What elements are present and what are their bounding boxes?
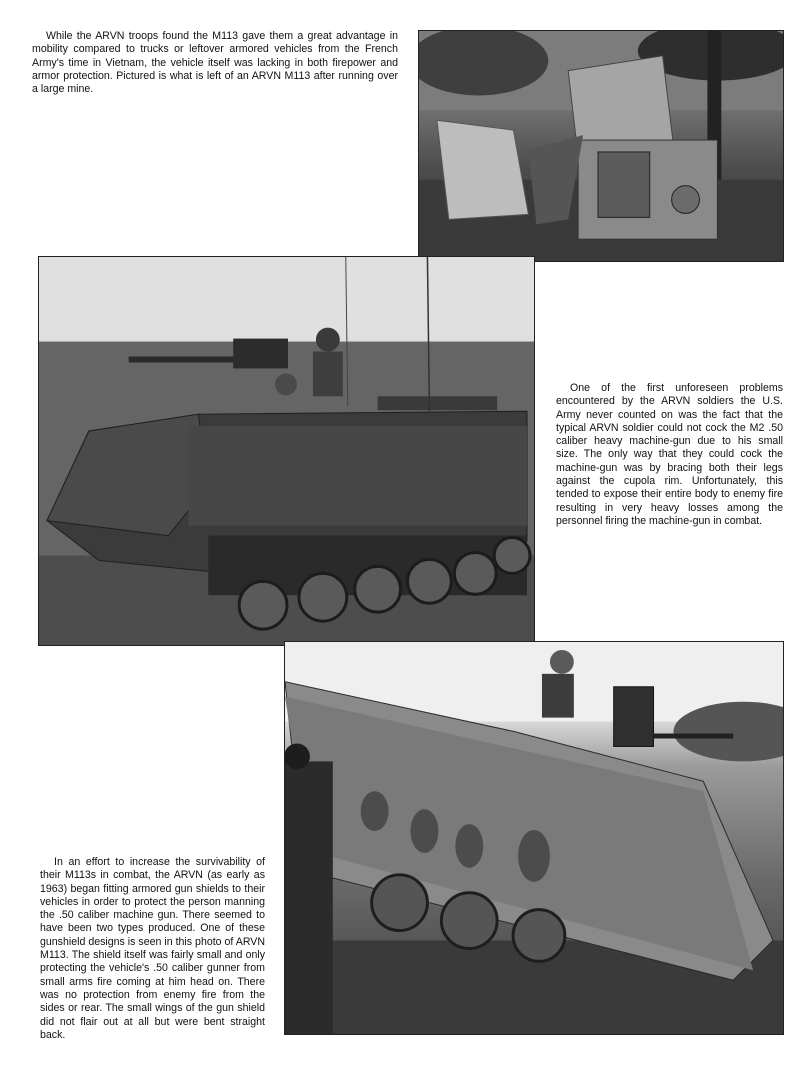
m113-with-machine-gun-illustration: [39, 257, 534, 645]
caption-destroyed-m113: [32, 30, 398, 96]
photo-destroyed-m113: [418, 30, 784, 262]
photo-gun-shield-m113: [284, 641, 784, 1035]
caption-text: One of the first unforeseen problems encountered by the ARVN soldiers the U.S. Army never counted on was the fact that the typical ARVN soldier could not cock the M2 .50 caliber heavy machine-gun due to his small size. The only way that they could cock the machine-gun was by bracing both their legs against the cupola rim. Unfortunately, this tended to expose their entire body to enemy fire resulting in very heavy losses among the personnel firing the machine-gun in combat.: [556, 382, 783, 527]
caption-gunner-problem: [556, 382, 783, 528]
caption-text: While the ARVN troops found the M113 gave them a great advantage in mobility compared to trucks or leftover armored vehicles from the French Army's time in Vietnam, the vehicle itself was lacking in both firepower and armor protection. Pictured is what is left of an ARVN M113 after running over a large mine.: [32, 30, 398, 96]
destroyed-vehicle-illustration: [419, 31, 783, 261]
photo-m113-gunner: [38, 256, 535, 646]
caption-text: In an effort to increase the survivability of their M113s in combat, the ARVN (as early as 1963) began fitting armored gun shields to their vehicles in order to protect the person manning the .50 caliber machine gun. There seemed to have been two types produced. One of these gunshield designs is seen in this photo of ARVN M113. The shield itself was fairly small and only protecting the vehicle's .50 caliber gunner from small arms fire coming at him head on. There was no protection from enemy fire from the sides or rear. The small wings of the gun shield did not flair out at all but were bent straight back.: [40, 856, 265, 1041]
caption-gun-shield: [40, 856, 265, 1042]
m113-gunshield-illustration: [285, 642, 783, 1034]
